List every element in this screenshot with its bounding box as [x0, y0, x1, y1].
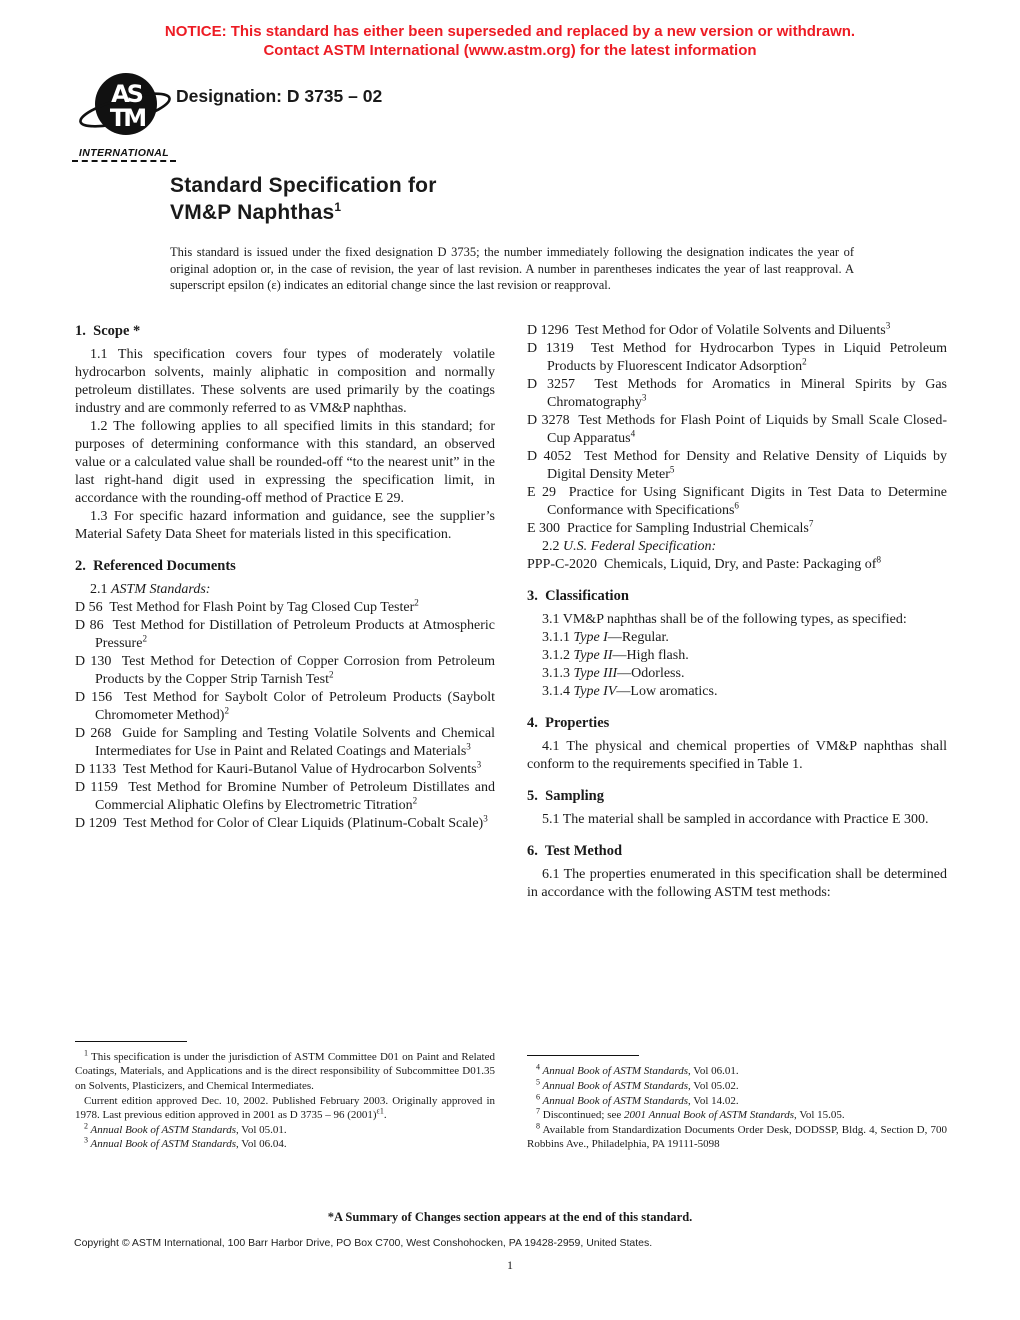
footnote-marker: 3 [885, 320, 891, 331]
notice-line-1: NOTICE: This standard has either been superseded and replaced by a new version or withdrawn. [164, 23, 856, 40]
footnote-item: $^5$ Annual Book of ASTM Standards, Vol 05.02. [536, 1077, 739, 1093]
footnote-marker: 3 [641, 392, 647, 403]
footnote-item: $^3$ Annual Book of ASTM Standards, Vol 06.04. [84, 1135, 287, 1151]
designation-text: Designation: D 3735 – 02 [176, 86, 383, 106]
right-footnotes [527, 1055, 947, 1152]
notice-line-2: Contact ASTM International (www.astm.org) for the latest information [263, 42, 757, 59]
footnote-marker: 3 [483, 813, 488, 824]
footnote-item: $^1$ This specification is under the jurisdiction of ASTM Committee D01 on Paint and Related Coatings, Materials, and Applications and is the direct responsibility of Subcommittee D01.35 on Solvents, Plasticizers, and Chemical Intermediates. [75, 1048, 495, 1093]
reference-item: D 56 Test Method for Flash Point by Tag Closed Cup Tester$^2$ [75, 597, 419, 615]
section-heading-scope: 1. Scope * [75, 323, 141, 339]
astm-logo-icon [76, 80, 172, 148]
astm-logo-subtitle: INTERNATIONAL [72, 147, 176, 162]
title-footnote-ref: 1 [334, 200, 342, 214]
footnote-item: $^7$ Discontinued; see 2001 Annual Book of ASTM Standards, Vol 15.05. [536, 1106, 845, 1122]
type-item: 3.1.4 Type IV—Low aromatics. [542, 684, 718, 699]
footnote-item: $^4$ Annual Book of ASTM Standards, Vol 06.01. [536, 1062, 739, 1078]
reference-item: PPP-C-2020 Chemicals, Liquid, Dry, and Paste: Packaging $of^8$ [527, 554, 881, 572]
paragraph-1-1: 1.1 This specification covers four types of moderately volatile hydrocarbon solvents, mainly aliphatic in composition and normally petroleum distillates. These solvents are used primarily by the coatings industry and are commonly referred to as VM&P naphthas. [75, 347, 495, 416]
reference-item: D 1159 Test Method for Bromine Number of Petroleum Distillates and Commercial Aliphatic Olefins by Electrometric Titration$^2$ [75, 780, 495, 813]
footnote-marker: 8 [876, 554, 881, 565]
reference-item: D 4052 Test Method for Density and Relative Density of Liquids by Digital Density Meter$^5$ [527, 449, 947, 482]
paragraph-1-2: 1.2 The following applies to all specified limits in this standard; for purposes of determining conformance with this standard, an observed value or a calculated value shall be rounded-off “to the nearest unit” in the last right-hand digit used in expressing the specification limit, in accordance with the rounding-off method of Practice E 29. [75, 419, 495, 506]
section-heading-referenced-documents: 2. Referenced Documents [75, 558, 236, 574]
footnote-marker: 7 [808, 518, 814, 529]
title-line-2: VM&P Naphthas$^1$ [170, 200, 342, 224]
summary-of-changes-note: *A Summary of Changes section appears at the end of this standard. [327, 1210, 693, 1224]
type-item: 3.1.2 Type II—High flash. [542, 648, 689, 663]
footnote-marker: 2 [414, 597, 419, 608]
footnote-marker: 3 [466, 741, 471, 752]
footnote-marker: 6 [734, 500, 739, 511]
footnote-item: $^6$ Annual Book of ASTM Standards, Vol 14.02. [536, 1091, 739, 1107]
reference-item: D 1319 Test Method for Hydrocarbon Types in Liquid Petroleum Products by Fluorescent Indicator Adsorption$^2$ [527, 341, 947, 374]
reference-item: D 86 Test Method for Distillation of Petroleum Products at Atmospheric Pressure$^2$ [75, 618, 495, 651]
svg-text:TM: TM [109, 104, 145, 132]
section-heading-classification: 3. Classification [527, 588, 629, 604]
section-heading-properties: 4. Properties [527, 715, 610, 731]
section-heading-sampling: 5. Sampling [527, 788, 604, 804]
reference-item: D 1296 Test Method for Odor of Volatile Solvents and Diluents$^3$ [527, 320, 891, 338]
footnote-marker: 5 [669, 464, 675, 475]
reference-item: D 1209 Test Method for Color of Clear Liquids (Platinum-Cobalt Scale)$^3$ [75, 813, 488, 831]
footnote-item: Current edition approved Dec. 10, 2002. Published February 2003. Originally approved in 1978. Last previous edition approved in 2001 as D 3735 – 96 $(2001)^{\varepsilon 1}$. [75, 1094, 495, 1122]
footnote-marker: 3 [476, 759, 482, 770]
reference-item: D 268 Guide for Sampling and Testing Volatile Solvents and Chemical Intermediates for Use in Paint and Related Coatings and Materials$^3$ [75, 726, 495, 759]
paragraph-1-3: 1.3 For specific hazard information and guidance, see the supplier’s Material Safety Data Sheet for materials listed in this specification. [75, 509, 495, 542]
type-item: 3.1.3 Type III—Odorless. [542, 666, 685, 681]
reference-item: D 3278 Test Methods for Flash Point of Liquids by Small Scale Closed-Cup Apparatus$^4$ [527, 413, 947, 446]
footnote-item: $^8$ Available from Standardization Documents Order Desk, DODSSP, Bldg. 4, Section D, 700 Robbins Ave., Philadelphia, PA 19111-5098 [527, 1121, 947, 1151]
reference-item: D 1133 Test Method for Kauri-Butanol Value of Hydrocarbon Solvents$^3$ [75, 759, 482, 777]
notice-banner [0, 22, 1020, 60]
title-line-1: Standard Specification for [170, 174, 437, 197]
paragraph-5-1: 5.1 The material shall be sampled in accordance with Practice E 300. [542, 812, 929, 827]
svg-text:AS: AS [111, 80, 141, 108]
astm-logo [72, 70, 176, 162]
issuance-note: This standard is issued under the fixed designation D 3735; the number immediately following the designation indicates the year of original adoption or, in the case of revision, the year of last revision. A number in parentheses indicates the year of last reapproval. A superscript epsilon (ε) indicates an editorial change since the last revision or reapproval. [170, 245, 854, 292]
reference-item: E 300 Practice for Sampling Industrial Chemicals$^7$ [527, 518, 814, 536]
footnote-rule [527, 1055, 639, 1056]
footnote-marker: 2 [142, 633, 147, 644]
reference-item: D 3257 Test Methods for Aromatics in Mineral Spirits by Gas Chromatography$^3$ [527, 377, 947, 410]
reference-item: D 130 Test Method for Detection of Copper Corrosion from Petroleum Products by the Copper Strip Tarnish Test$^2$ [75, 654, 495, 687]
copyright-line: Copyright © ASTM International, 100 Barr Harbor Drive, PO Box C700, West Conshohocken, PA 19428-2959, United States. [74, 1237, 653, 1249]
footnote-rule [75, 1041, 187, 1042]
footnote-marker: 2 [412, 795, 418, 806]
paragraph-4-1: 4.1 The physical and chemical properties of VM&P naphthas shall conform to the requirements specified in Table 1. [527, 739, 947, 772]
page-title [170, 172, 437, 226]
paragraph-6-1: 6.1 The properties enumerated in this specification shall be determined in accordance with the following ASTM test methods: [527, 867, 947, 900]
page-number: 1 [507, 1258, 513, 1272]
left-column [75, 322, 495, 1152]
reference-item: D 156 Test Method for Saybolt Color of Petroleum Products (Saybolt Chromometer Method)$^2$ [75, 690, 495, 723]
footnote-marker: 2 [802, 356, 807, 367]
document-body [75, 322, 947, 1152]
section-heading-test-method: 6. Test Method [527, 843, 623, 859]
left-footnotes [75, 1041, 495, 1152]
subsection-federal-specification: 2.2 U.S. Federal Specification: [542, 539, 717, 554]
reference-item: E 29 Practice for Using Significant Digits in Test Data to Determine Conformance with Specifications$^6$ [527, 485, 947, 518]
paragraph-3-1: 3.1 VM&P naphthas shall be of the following types, as specified: [542, 612, 907, 627]
footnote-marker: 2 [328, 669, 334, 680]
footnote-marker: 4 [630, 428, 636, 439]
right-column [527, 322, 947, 1152]
type-item: 3.1.1 Type I—Regular. [542, 630, 669, 645]
footnote-item: $^2$ Annual Book of ASTM Standards, Vol 05.01. [84, 1121, 287, 1136]
footnote-marker: 2 [224, 705, 230, 716]
subsection-astm-standards: 2.1 ASTM Standards: [90, 582, 211, 597]
